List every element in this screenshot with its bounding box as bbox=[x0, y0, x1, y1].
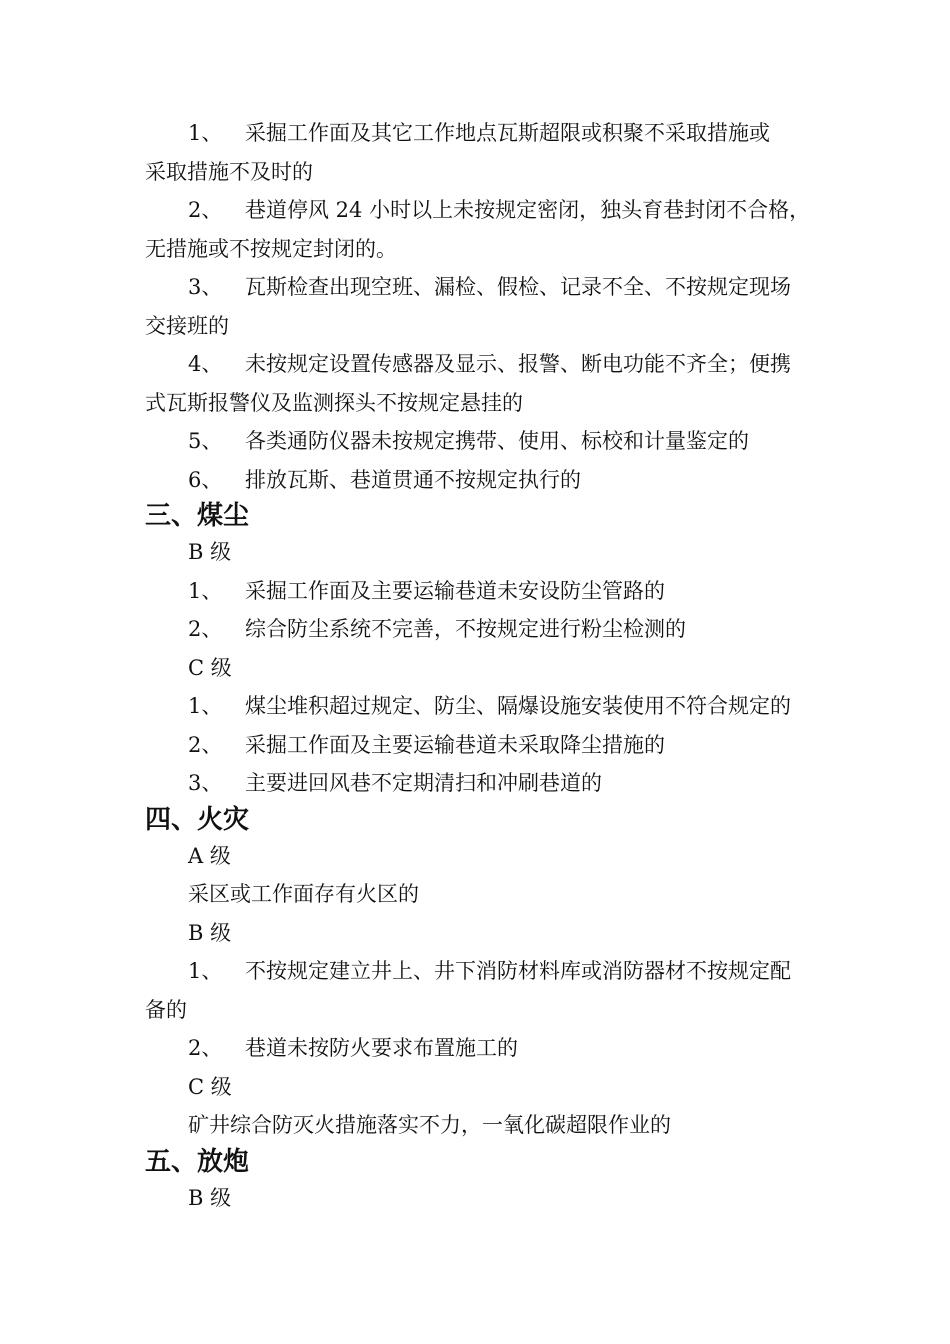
item-text: 不按规定建立井上、井下消防材料库或消防器材不按规定配 bbox=[245, 959, 791, 983]
item-number: 2、 bbox=[188, 732, 223, 757]
grade-label-b: B 级 bbox=[188, 920, 232, 945]
document-body bbox=[145, 114, 865, 1217]
dust-c-item-2 bbox=[145, 726, 865, 765]
item-number: 4、 bbox=[188, 352, 223, 376]
gas-item-2-continuation: 无措施或不按规定封闭的。 bbox=[145, 236, 397, 261]
item-number: 1、 bbox=[188, 121, 223, 145]
item-number: 2、 bbox=[188, 198, 223, 222]
grade-label-a: A 级 bbox=[188, 843, 231, 868]
item-text: 各类通防仪器未按规定携带、使用、标校和计量鉴定的 bbox=[245, 429, 749, 453]
gas-item-6 bbox=[145, 461, 865, 500]
item-number: 2、 bbox=[188, 1036, 223, 1060]
item-number: 2、 bbox=[188, 617, 223, 641]
item-text: 巷道停风 24 小时以上未按规定密闭，独头育巷封闭不合格， bbox=[245, 198, 811, 222]
item-text: 排放瓦斯、巷道贯通不按规定执行的 bbox=[245, 467, 581, 492]
grade-label-b: B 级 bbox=[188, 1185, 232, 1210]
item-text: 采掘工作面及其它工作地点瓦斯超限或积聚不采取措施或 bbox=[245, 121, 770, 145]
gas-item-3 bbox=[145, 268, 865, 307]
section-heading-dust: 三、煤尘 bbox=[145, 501, 250, 531]
item-text: 主要进回风巷不定期清扫和冲刷巷道的 bbox=[245, 771, 602, 795]
fire-a-text: 采区或工作面存有火区的 bbox=[188, 882, 419, 906]
item-number: 5、 bbox=[188, 429, 223, 453]
item-number: 3、 bbox=[188, 771, 223, 795]
item-number: 3、 bbox=[188, 275, 223, 299]
item-number: 1、 bbox=[188, 959, 223, 983]
dust-c-item-3 bbox=[145, 764, 865, 803]
gas-item-2 bbox=[145, 191, 865, 230]
gas-item-4 bbox=[145, 345, 865, 384]
gas-item-1 bbox=[145, 114, 865, 153]
gas-item-3-continuation: 交接班的 bbox=[145, 313, 229, 338]
item-text: 综合防尘系统不完善，不按规定进行粉尘检测的 bbox=[245, 617, 686, 641]
item-text: 未按规定设置传感器及显示、报警、断电功能不齐全；便携 bbox=[245, 352, 791, 376]
grade-label-c: C 级 bbox=[188, 1074, 232, 1099]
fire-b-item-2 bbox=[145, 1029, 865, 1068]
dust-c-item-1 bbox=[145, 687, 865, 726]
section-heading-fire: 四、火灾 bbox=[145, 804, 250, 835]
item-number: 1、 bbox=[188, 578, 223, 603]
fire-c-text: 矿井综合防灭火措施落实不力，一氧化碳超限作业的 bbox=[188, 1113, 671, 1137]
grade-label-c: C 级 bbox=[188, 655, 232, 680]
fire-b-item-1-continuation: 备的 bbox=[145, 997, 187, 1022]
section-heading-blasting: 五、放炮 bbox=[145, 1146, 250, 1177]
gas-item-4-continuation: 式瓦斯报警仪及监测探头不按规定悬挂的 bbox=[145, 390, 523, 415]
gas-item-5 bbox=[145, 422, 865, 461]
dust-b-item-1 bbox=[145, 572, 865, 611]
item-text: 煤尘堆积超过规定、防尘、隔爆设施安装使用不符合规定的 bbox=[245, 694, 791, 718]
item-text: 巷道未按防火要求布置施工的 bbox=[245, 1036, 518, 1060]
fire-b-item-1 bbox=[145, 952, 865, 991]
gas-item-1-continuation: 采取措施不及时的 bbox=[145, 159, 313, 184]
item-number: 1、 bbox=[188, 694, 223, 718]
item-text: 采掘工作面及主要运输巷道未安设防尘管路的 bbox=[245, 578, 665, 603]
item-number: 6、 bbox=[188, 467, 223, 492]
item-text: 采掘工作面及主要运输巷道未采取降尘措施的 bbox=[245, 732, 665, 757]
grade-label-b: B 级 bbox=[188, 540, 232, 564]
dust-b-item-2 bbox=[145, 610, 865, 649]
item-text: 瓦斯检查出现空班、漏检、假检、记录不全、不按规定现场 bbox=[245, 275, 791, 299]
